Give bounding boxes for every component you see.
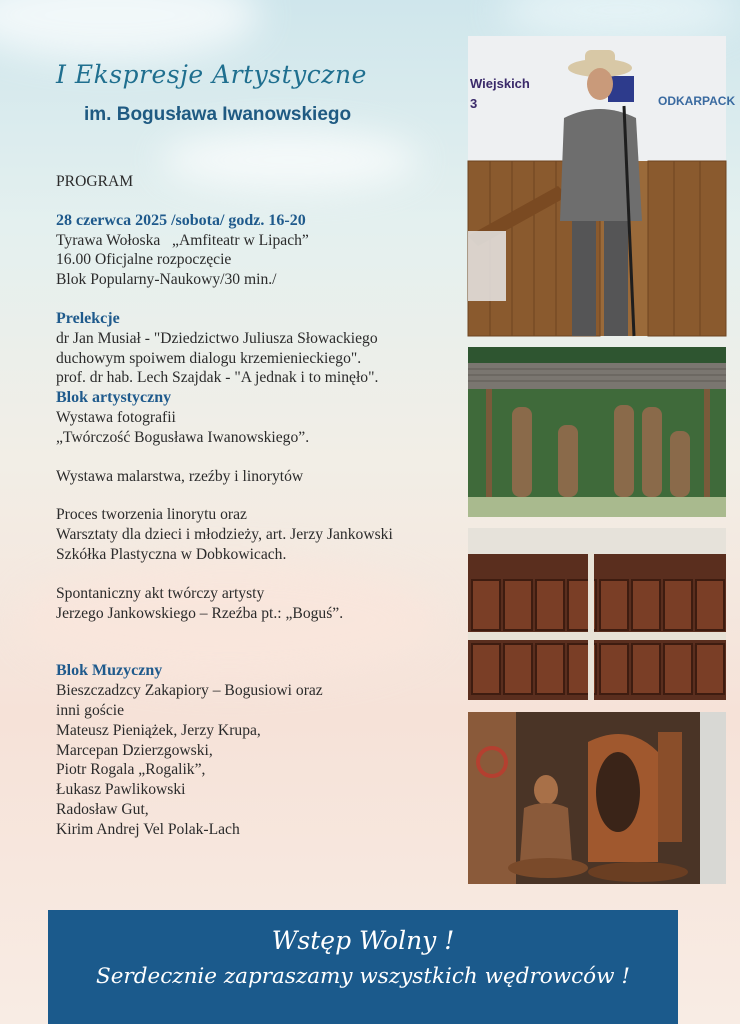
banner-text: ODKARPACK — [658, 94, 736, 108]
block-popular: Blok Popularny-Naukowy/30 min./ — [56, 271, 277, 289]
program-label: PROGRAM — [56, 173, 134, 190]
venue: Tyrawa Wołoska „Amfiteatr w Lipach” — [56, 231, 309, 249]
music-line: Mateusz Pieniążek, Jerzy Krupa, — [56, 721, 261, 739]
music-line: inni goście — [56, 701, 124, 719]
photo-carved-figures — [468, 712, 726, 884]
music-line: Radosław Gut, — [56, 800, 149, 818]
linocut-process: Proces tworzenia linorytu oraz — [56, 506, 247, 524]
art-school: Szkółka Plastyczna w Dobkowicach. — [56, 545, 287, 563]
program-section — [56, 172, 461, 840]
photo-exhibition: Wystawa fotografii — [56, 408, 176, 426]
music-heading: Blok Muzyczny — [56, 662, 163, 680]
event-title: I Ekspresje Artystyczne — [56, 60, 367, 89]
workshops: Warsztaty dla dzieci i młodzieży, art. Jerzy Jankowski — [56, 526, 393, 544]
art-heading: Blok artystyczny — [56, 389, 172, 407]
sculpture-title: Jerzego Jankowskiego – Rzeźba pt.: „Boguś”. — [56, 604, 344, 622]
date-heading: 28 czerwca 2025 /sobota/ godz. 16-20 — [56, 211, 306, 229]
free-entry-text: Wstęp Wolny ! — [271, 926, 455, 955]
event-subtitle: im. Bogusława Iwanowskiego — [84, 104, 352, 125]
music-line: Marcepan Dzierzgowski, — [56, 741, 213, 759]
music-line: Łukasz Pawlikowski — [56, 781, 186, 799]
photo-sculptures-shelter — [468, 347, 726, 517]
invitation-text: Serdecznie zapraszamy wszystkich wędrowców ! — [95, 964, 630, 989]
banner-text: 3 — [470, 96, 478, 111]
lectures-heading: Prelekcje — [56, 309, 120, 327]
spontaneous-act: Spontaniczny akt twórczy artysty — [56, 584, 265, 602]
lecture-item: dr Jan Musiał - "Dziedzictwo Juliusza Słowackiego — [56, 329, 378, 347]
footer-banner — [48, 910, 678, 1024]
photo-speaker — [468, 36, 736, 336]
photo-carved-panels — [468, 528, 726, 700]
photo-exhibition-title: „Twórczość Bogusława Iwanowskiego”. — [56, 428, 310, 446]
opening-time: 16.00 Oficjalne rozpoczęcie — [56, 251, 232, 269]
lecture-item: duchowym spoiwem dialogu krzemienieckiego". — [56, 349, 362, 367]
music-line: Kirim Andrej Vel Polak-Lach — [56, 820, 240, 838]
music-line: Piotr Rogala „Rogalik”, — [56, 761, 206, 779]
banner-text: Wiejskich — [470, 76, 530, 91]
painting-exhibition: Wystawa malarstwa, rzeźby i linorytów — [56, 467, 304, 485]
background-cloud — [0, 0, 260, 60]
music-line: Bieszczadzcy Zakapiory – Bogusiowi oraz — [56, 682, 323, 700]
lecture-item: prof. dr hab. Lech Szajdak - "A jednak i to minęło". — [56, 369, 379, 387]
background-cloud — [500, 0, 740, 40]
